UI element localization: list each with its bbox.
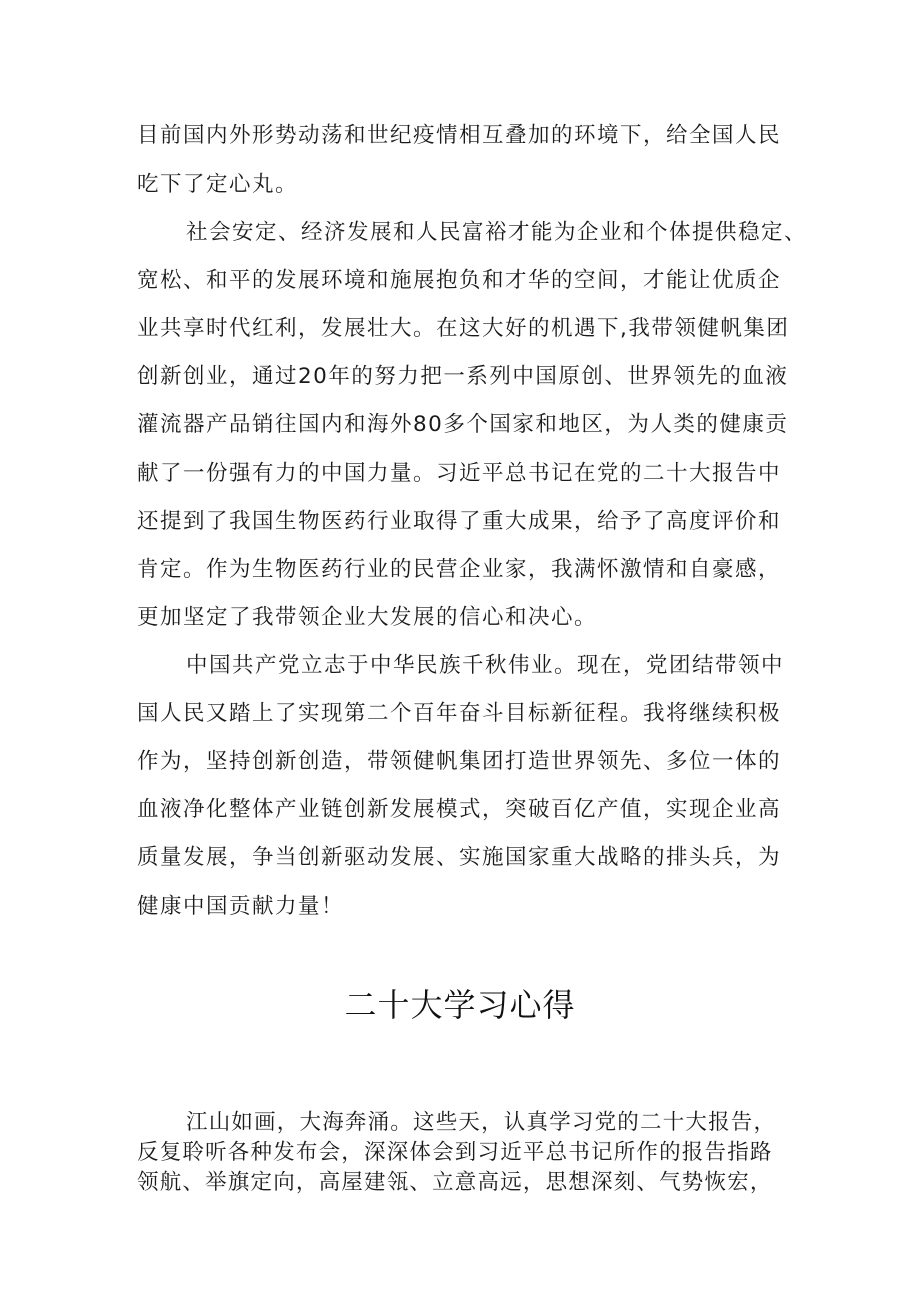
paragraph-line: 中国共产党立志于中华民族千秋伟业。现在，党团结带领中 (186, 653, 785, 678)
paragraph-line: 江山如画，大海奔涌。这些天，认真学习党的二十大报告， (186, 1110, 777, 1135)
paragraph-line: 业共享时代红利，发展壮大。在这大好的机遇下,我带领健帆集团 (137, 316, 790, 341)
paragraph-line: 更加坚定了我带领企业大发展的信心和决心。 (137, 605, 598, 630)
paragraph-line: 健康中国贡献力量！ (137, 894, 345, 919)
paragraph-line: 社会安定、经济发展和人民富裕才能为企业和个体提供稳定、 (186, 220, 808, 245)
paragraph-line: 献了一份强有力的中国力量。习近平总书记在党的二十大报告中 (137, 461, 782, 486)
paragraph-line: 国人民又踏上了实现第二个百年奋斗目标新征程。我将继续积极 (137, 701, 782, 726)
paragraph-line: 宽松、和平的发展环境和施展抱负和才华的空间，才能让优质企 (137, 268, 782, 293)
paragraph-line: 肯定。作为生物医药行业的民营企业家，我满怀激情和自豪感， (137, 557, 782, 582)
paragraph-line: 灌流器产品销往国内和海外80多个国家和地区，为人类的健康贡 (137, 412, 789, 437)
paragraph-line: 吃下了定心丸。 (137, 172, 299, 197)
section-title: 二十大学习心得 (344, 986, 576, 1024)
paragraph-line: 创新创业，通过20年的努力把一系列中国原创、世界领先的血液 (137, 364, 789, 389)
paragraph-line: 反复聆听各种发布会，深深体会到习近平总书记所作的报告指路 (137, 1140, 773, 1165)
paragraph-line: 血液净化整体产业链创新发展模式，突破百亿产值，实现企业高 (137, 797, 782, 822)
paragraph-line: 领航、举旗定向，高屋建瓴、立意高远，思想深刻、气势恢宏， (137, 1170, 773, 1195)
paragraph-line: 作为，坚持创新创造，带领健帆集团打造世界领先、多位一体的 (137, 749, 782, 774)
paragraph-line: 还提到了我国生物医药行业取得了重大成果，给予了高度评价和 (137, 509, 782, 534)
paragraph-line: 质量发展，争当创新驱动发展、实施国家重大战略的排头兵，为 (137, 845, 782, 870)
paragraph-line: 目前国内外形势动荡和世纪疫情相互叠加的环境下，给全国人民 (137, 123, 782, 148)
